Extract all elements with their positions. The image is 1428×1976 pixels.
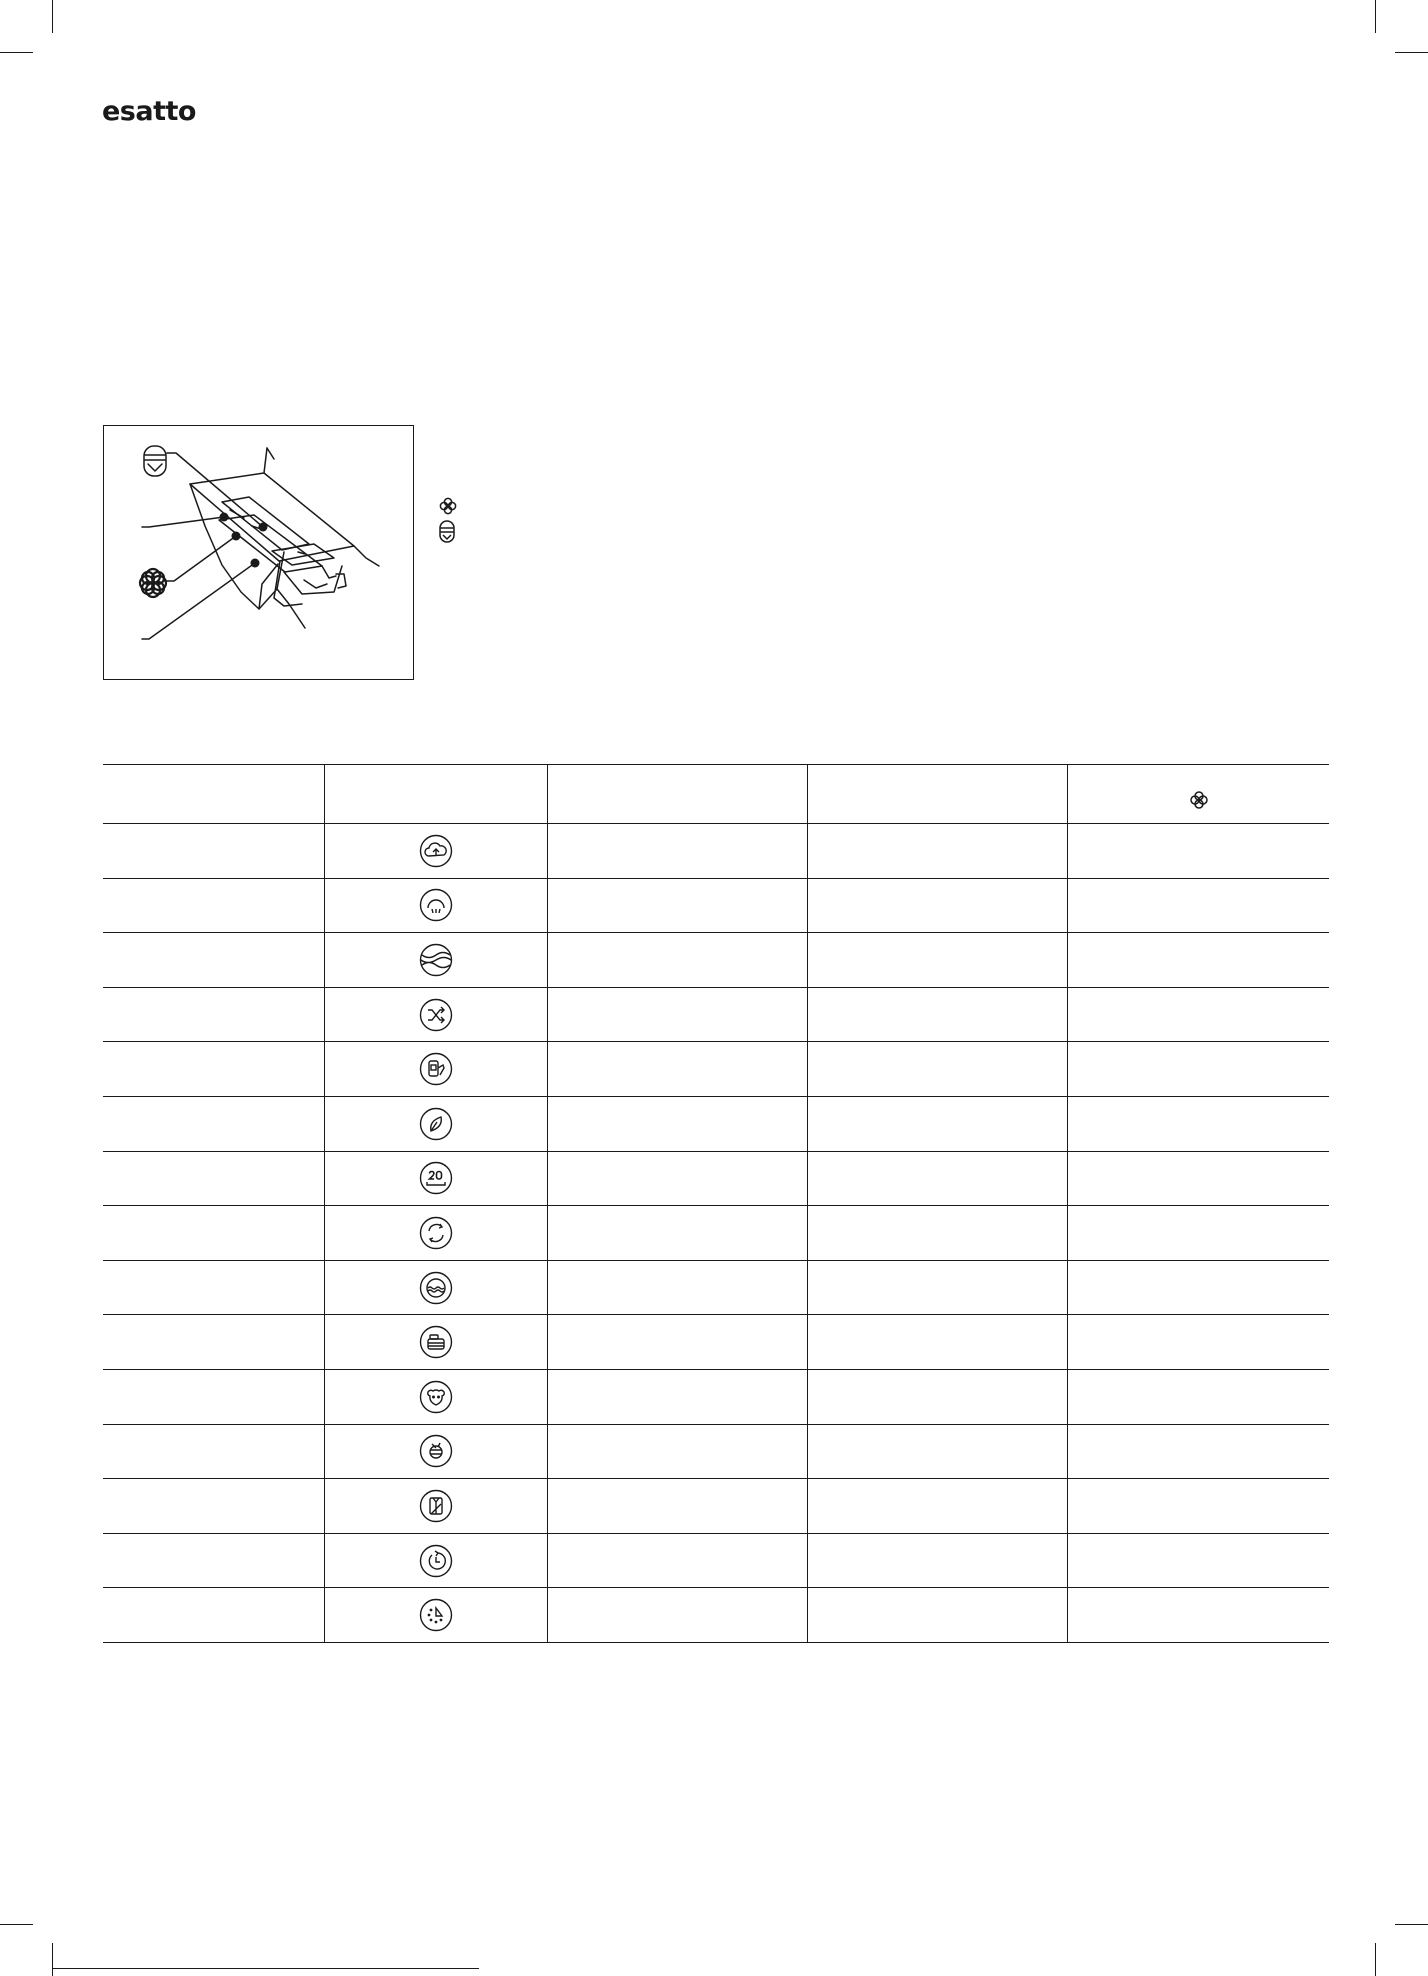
sports-icon	[419, 1434, 453, 1468]
delicates-mesh-icon	[419, 943, 453, 977]
header-cell	[808, 765, 1068, 824]
rinse-cycle-icon	[419, 1216, 453, 1250]
prewash-drawer-icon	[144, 446, 166, 476]
quick-timer-icon	[419, 1544, 453, 1578]
detergent-drawer-figure	[103, 425, 414, 680]
compartment-legend	[438, 496, 460, 548]
table-row	[103, 824, 1329, 879]
wash-20-degrees-icon	[419, 1161, 453, 1195]
table-row	[103, 1479, 1329, 1534]
crop-mark	[1395, 1924, 1428, 1925]
softener-flower-icon	[140, 569, 166, 597]
table-row	[103, 1369, 1329, 1424]
eco-leaf-icon	[419, 1107, 453, 1141]
table-row	[103, 1151, 1329, 1206]
programme-table	[103, 764, 1329, 1643]
table-row	[103, 1424, 1329, 1479]
table-row	[103, 1315, 1329, 1370]
cotton-cloud-icon	[419, 834, 453, 868]
drawer-illustration	[190, 448, 379, 628]
crop-mark	[0, 1924, 33, 1925]
table-row	[103, 1096, 1329, 1151]
crop-mark	[52, 0, 53, 33]
header-cell	[103, 765, 325, 824]
header-cell	[325, 765, 548, 824]
rapid-timer-icon	[419, 1598, 453, 1632]
crop-mark	[52, 1943, 53, 1976]
header-cell	[1068, 765, 1330, 824]
brand-logo: esatto	[102, 96, 196, 127]
table-header-row	[103, 765, 1329, 824]
table-row	[103, 933, 1329, 988]
hand-wash-icon	[419, 1052, 453, 1086]
crop-mark	[1375, 1943, 1376, 1976]
softener-flower-icon	[1188, 789, 1210, 811]
mixed-shuffle-icon	[419, 998, 453, 1032]
table-row	[103, 1042, 1329, 1097]
softener-flower-icon	[438, 496, 458, 516]
prewash-drawer-icon	[438, 520, 456, 544]
bedding-icon	[419, 1325, 453, 1359]
table-row	[103, 1588, 1329, 1643]
table-row	[103, 878, 1329, 933]
crop-mark	[0, 52, 33, 53]
wool-sheep-icon	[419, 1380, 453, 1414]
shirts-icon	[419, 1489, 453, 1523]
spin-drain-icon	[419, 1271, 453, 1305]
synthetics-cloud-icon	[419, 888, 453, 922]
header-cell	[548, 765, 808, 824]
table-row	[103, 1533, 1329, 1588]
table-row	[103, 987, 1329, 1042]
callout-leaders	[142, 453, 263, 639]
crop-mark	[1395, 52, 1428, 53]
crop-mark	[1375, 0, 1376, 33]
footer-rule	[52, 1968, 479, 1969]
table-row	[103, 1206, 1329, 1261]
table-row	[103, 1260, 1329, 1315]
